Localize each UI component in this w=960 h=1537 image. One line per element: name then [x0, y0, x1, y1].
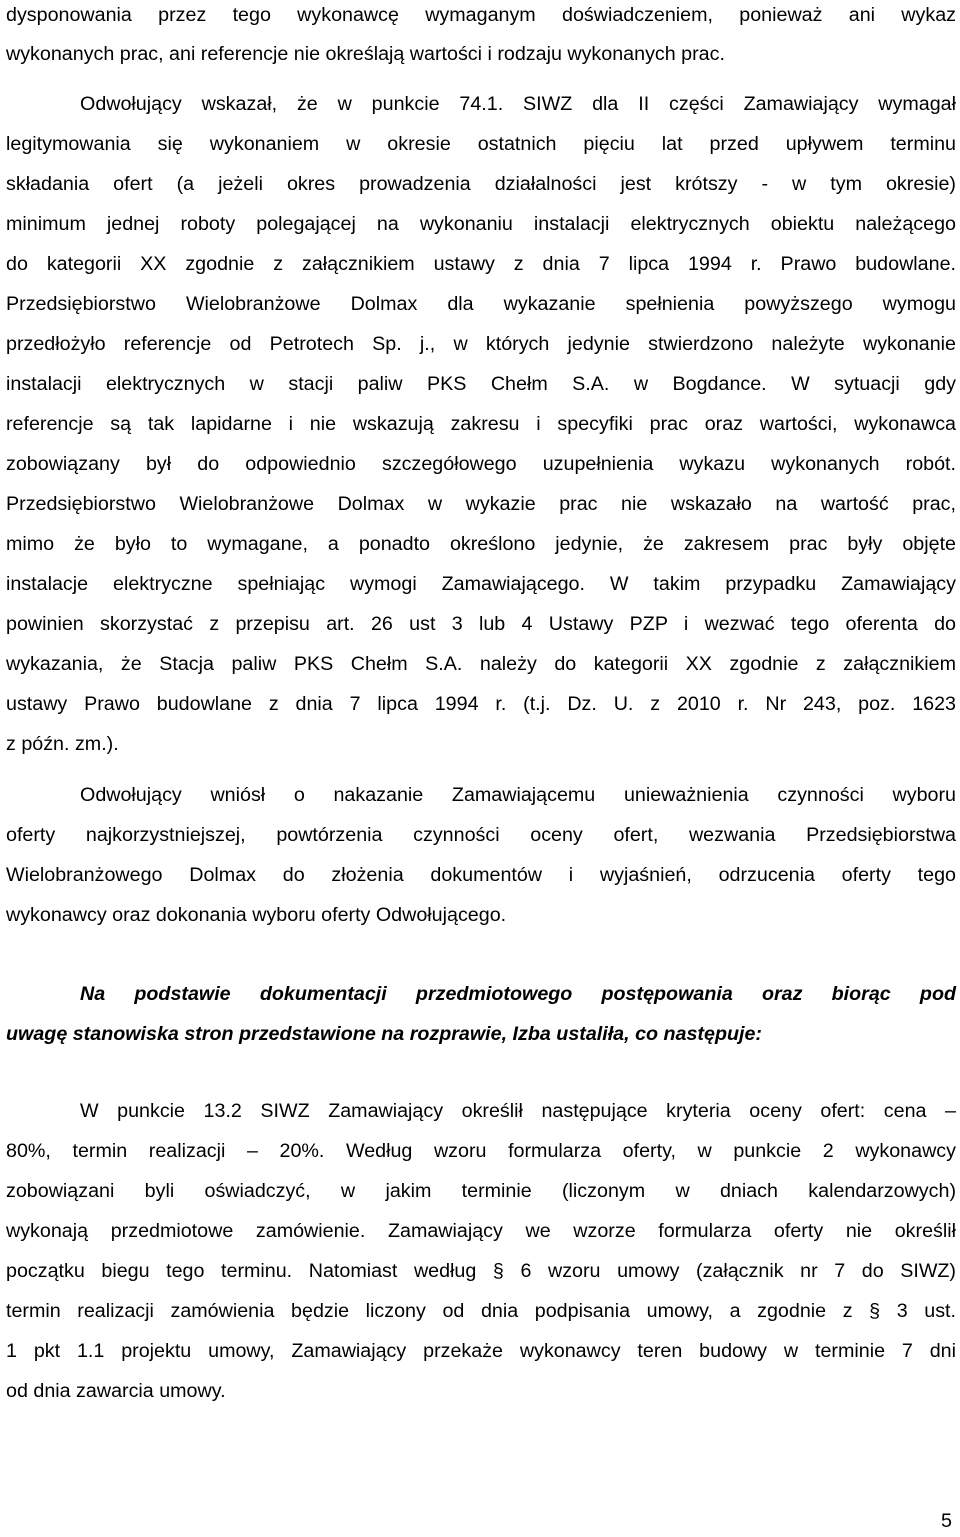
- paragraph-line: powinien skorzystać z przepisu art. 26 ust 3 lub 4 Ustawy PZP i wezwać tego oferenta do: [6, 613, 956, 635]
- paragraph-line: ustawy Prawo budowlane z dnia 7 lipca 1994 r. (t.j. Dz. U. z 2010 r. Nr 243, poz. 1623: [6, 693, 956, 715]
- paragraph-line: przedłożyło referencje od Petrotech Sp. j., w których jedynie stwierdzono należyte wykonanie: [6, 333, 956, 355]
- paragraph-line: mimo że było to wymagane, a ponadto określono jedynie, że zakresem prac były objęte: [6, 533, 956, 555]
- section-heading: Na podstawie dokumentacji przedmiotowego postępowania oraz biorąc pod: [80, 983, 956, 1005]
- paragraph-line: referencje są tak lapidarne i nie wskazują zakresu i specyfiki prac oraz wartości, wykonawca: [6, 413, 956, 435]
- paragraph-line: wykonanych prac, ani referencje nie określają wartości i rodzaju wykonanych prac.: [6, 43, 725, 65]
- paragraph-line: początku biegu tego terminu. Natomiast według § 6 wzoru umowy (załącznik nr 7 do SIWZ): [6, 1260, 956, 1282]
- paragraph-line: 1 pkt 1.1 projektu umowy, Zamawiający przekaże wykonawcy teren budowy w terminie 7 dni: [6, 1340, 956, 1362]
- section-heading: uwagę stanowiska stron przedstawione na rozprawie, Izba ustaliła, co następuje:: [6, 1023, 762, 1045]
- paragraph-line: Odwołujący wniósł o nakazanie Zamawiającemu unieważnienia czynności wyboru: [80, 784, 956, 806]
- paragraph-line: składania ofert (a jeżeli okres prowadzenia działalności jest krótszy - w tym okresie): [6, 173, 956, 195]
- paragraph-line: dysponowania przez tego wykonawcę wymaganym doświadczeniem, ponieważ ani wykaz: [6, 4, 956, 26]
- paragraph-line: z późn. zm.).: [6, 733, 119, 755]
- paragraph-line: Przedsiębiorstwo Wielobranżowe Dolmax w wykazie prac nie wskazało na wartość prac,: [6, 493, 956, 515]
- paragraph-line: termin realizacji zamówienia będzie liczony od dnia podpisania umowy, a zgodnie z § 3 ust.: [6, 1300, 956, 1322]
- paragraph-line: Wielobranżowego Dolmax do złożenia dokumentów i wyjaśnień, odrzucenia oferty tego: [6, 864, 956, 886]
- paragraph-line: wykonają przedmiotowe zamówienie. Zamawiający we wzorze formularza oferty nie określił: [6, 1220, 956, 1242]
- paragraph-line: do kategorii XX zgodnie z załącznikiem ustawy z dnia 7 lipca 1994 r. Prawo budowlane.: [6, 253, 956, 275]
- paragraph-line: 80%, termin realizacji – 20%. Według wzoru formularza oferty, w punkcie 2 wykonawcy: [6, 1140, 956, 1162]
- paragraph-line: minimum jednej roboty polegającej na wykonaniu instalacji elektrycznych obiektu należącego: [6, 213, 956, 235]
- paragraph-line: W punkcie 13.2 SIWZ Zamawiający określił następujące kryteria oceny ofert: cena –: [80, 1100, 956, 1122]
- page-number: 5: [941, 1510, 952, 1532]
- paragraph-line: zobowiązany był do odpowiednio szczegółowego uzupełnienia wykazu wykonanych robót.: [6, 453, 956, 475]
- paragraph-line: oferty najkorzystniejszej, powtórzenia czynności oceny ofert, wezwania Przedsiębiorstwa: [6, 824, 956, 846]
- paragraph-line: od dnia zawarcia umowy.: [6, 1380, 226, 1402]
- paragraph-line: instalacji elektrycznych w stacji paliw PKS Chełm S.A. w Bogdance. W sytuacji gdy: [6, 373, 956, 395]
- paragraph-line: wykazania, że Stacja paliw PKS Chełm S.A. należy do kategorii XX zgodnie z załącznikiem: [6, 653, 956, 675]
- paragraph-line: zobowiązani byli oświadczyć, w jakim terminie (liczonym w dniach kalendarzowych): [6, 1180, 956, 1202]
- paragraph-line: Odwołujący wskazał, że w punkcie 74.1. SIWZ dla II części Zamawiający wymagał: [80, 93, 956, 115]
- paragraph-line: wykonawcy oraz dokonania wyboru oferty Odwołującego.: [6, 904, 507, 926]
- paragraph-line: Przedsiębiorstwo Wielobranżowe Dolmax dla wykazanie spełnienia powyższego wymogu: [6, 293, 956, 315]
- paragraph-line: instalacje elektryczne spełniając wymogi Zamawiającego. W takim przypadku Zamawiający: [6, 573, 956, 595]
- paragraph-line: legitymowania się wykonaniem w okresie ostatnich pięciu lat przed upływem terminu: [6, 133, 956, 155]
